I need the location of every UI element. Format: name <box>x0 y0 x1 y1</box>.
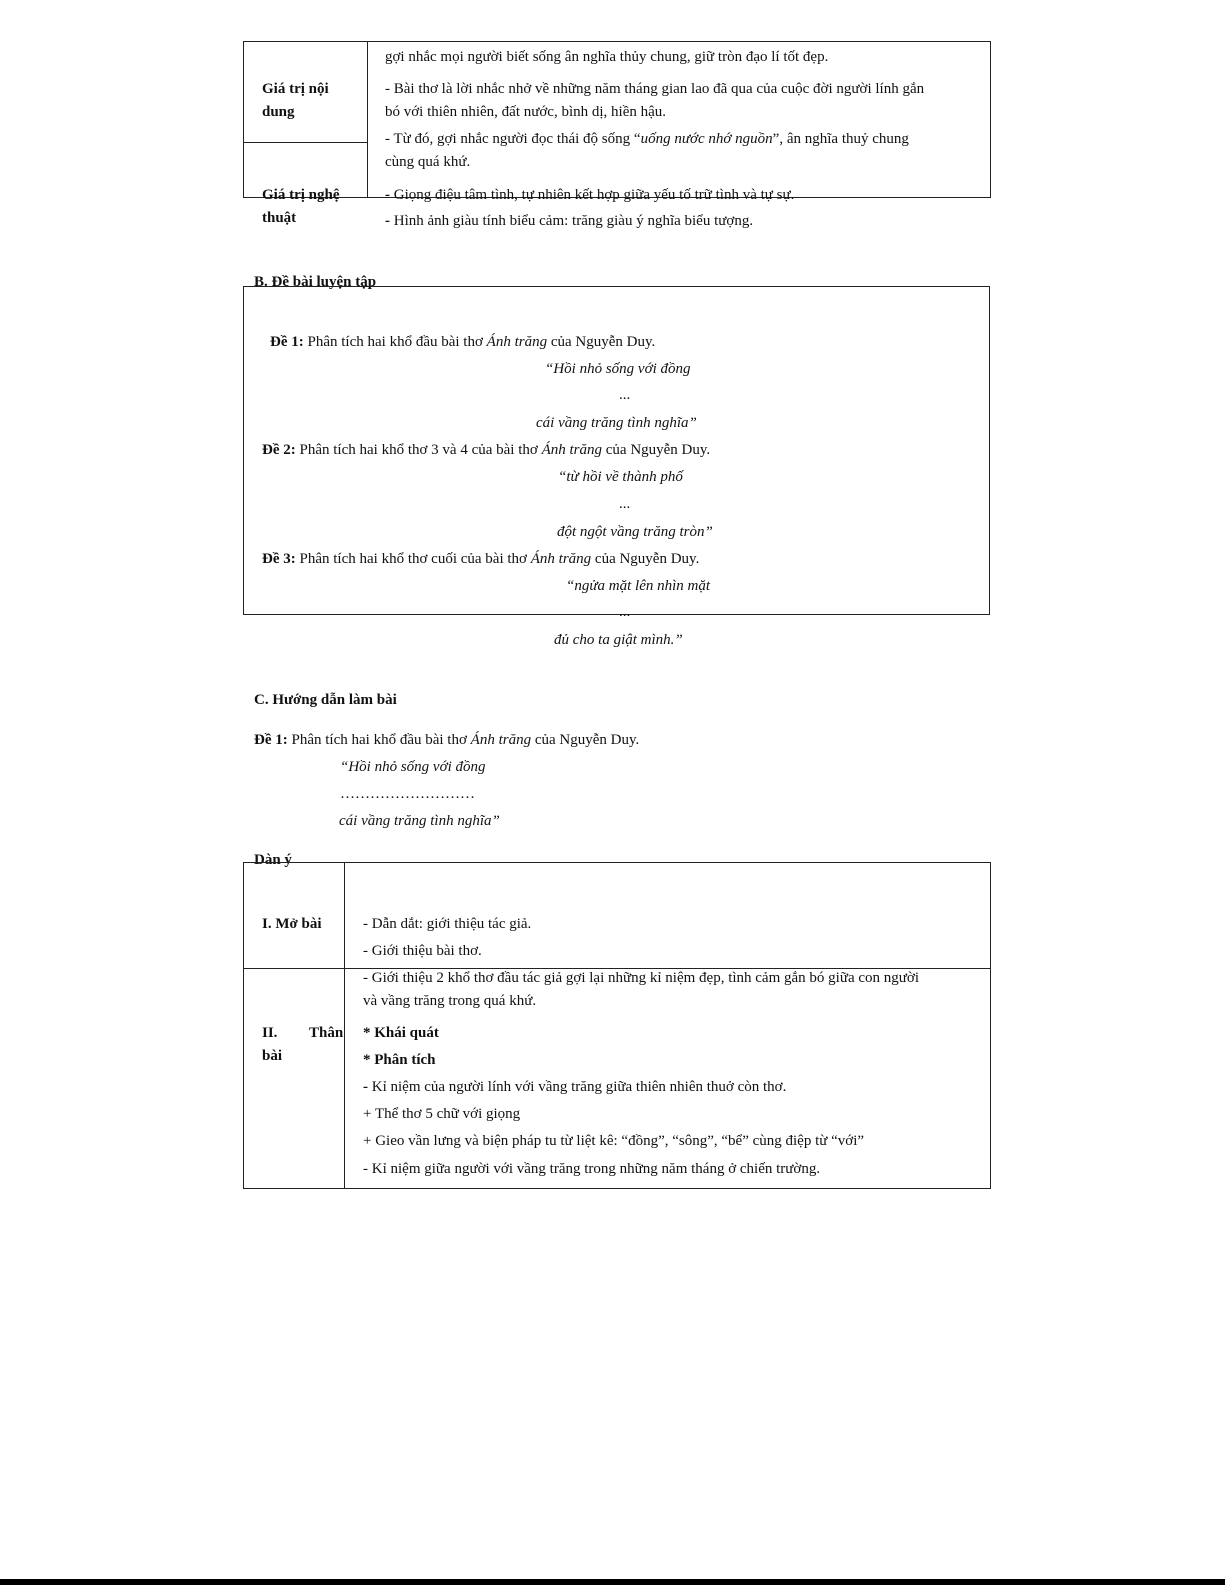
intro-line: - Dẫn dắt: giới thiệu tác giả. <box>363 916 532 932</box>
exercise-label: Đề 1: <box>270 334 304 350</box>
text-run-bold: - <box>363 1079 372 1095</box>
text-run: của Nguyễn Duy. <box>547 334 656 350</box>
outline-table-divider-v <box>344 862 345 1189</box>
section-c-heading: C. Hướng dẫn làm bài <box>254 692 397 708</box>
art-value-line <box>385 212 753 230</box>
exercise-label: Đề 3: <box>262 551 296 567</box>
guide-exercise-1-line <box>254 731 639 749</box>
content-value-line: - Bài thơ là lời nhắc nhở về những năm tháng gian lao đã qua của cuộc đời người lính gắn <box>385 81 925 97</box>
outline-heading: Dàn ý <box>254 852 292 868</box>
body-line: + Gieo vần lưng và biện pháp tu từ liệt kê: “đồng”, “sông”, “bể” cùng điệp từ “với” <box>363 1133 865 1149</box>
intro-line: - Giới thiệu bài thơ. <box>363 943 482 959</box>
art-value-label: Giá trị nghệ <box>262 187 340 203</box>
body-label-3: bài <box>262 1048 283 1064</box>
poem-title: Ánh trăng <box>470 732 532 748</box>
body-label: II. <box>262 1025 278 1041</box>
text-run: Kỉ niệm của người lính với vầng trăng giữa thiên nhiên thuở còn thơ. <box>371 1079 787 1095</box>
content-value-line: gợi nhắc mọi người biết sống ân nghĩa thủy chung, giữ tròn đạo lí tốt đẹp. <box>385 49 829 65</box>
poem-title: Ánh trăng <box>486 334 548 350</box>
exercise-3-quote-end: đủ cho ta giật mình.” <box>554 632 683 648</box>
content-value-line: cùng quá khứ. <box>385 154 471 170</box>
content-value-label: Giá trị nội <box>262 81 329 97</box>
text-run: Hình ảnh giàu tính biểu cảm: trăng giàu ý nghĩa biểu tượng. <box>393 213 754 229</box>
intro-label: I. Mở bài <box>262 916 322 932</box>
text-run-italic: uống nước nhớ nguồn <box>640 131 773 147</box>
text-run: ”, ân nghĩa thuỷ chung <box>772 131 909 147</box>
text-run: - Từ đó, gợi nhắc người đọc thái độ sống “ <box>385 131 641 147</box>
guide-quote: “Hồi nhỏ sống với đồng <box>340 759 486 775</box>
exercise-label: Đề 2: <box>262 442 296 458</box>
text-run: Phân tích hai khổ đầu bài thơ <box>303 334 487 350</box>
body-line-bold: * Phân tích <box>363 1052 436 1068</box>
content-value-line: bó với thiên nhiên, đất nước, bình dị, hiền hậu. <box>385 104 667 120</box>
body-line: + Thể thơ 5 chữ với giọng <box>363 1106 521 1122</box>
body-line: - Giới thiệu 2 khổ thơ đầu tác giả gợi lại những kỉ niệm đẹp, tình cảm gắn bó giữa con người <box>363 970 920 986</box>
body-line: và vầng trăng trong quá khứ. <box>363 993 537 1009</box>
exercise-1-quote-end: cái vầng trăng tình nghĩa” <box>536 415 697 431</box>
exercise-1-ellipsis: ... <box>619 387 631 403</box>
exercise-3-ellipsis: ... <box>619 604 631 620</box>
content-value-line <box>385 130 909 148</box>
page-bottom-bar <box>0 1579 1225 1585</box>
poem-title: Ánh trăng <box>541 442 602 458</box>
exercise-3-line <box>262 550 699 568</box>
exercise-2-quote-end: đột ngột vầng trăng tròn” <box>557 524 713 540</box>
body-line: - Kỉ niệm giữa người với vầng trăng trong những năm tháng ở chiến trường. <box>363 1161 821 1177</box>
guide-ellipsis: ……………………… <box>340 786 475 802</box>
art-value-line <box>385 186 794 204</box>
body-label-2: Thân <box>309 1025 344 1041</box>
text-run: Phân tích hai khổ đầu bài thơ <box>287 732 471 748</box>
section-b-heading: B. Đề bài luyện tập <box>254 274 377 290</box>
body-line-bold: * Khái quát <box>363 1025 439 1041</box>
text-run: Phân tích hai khổ thơ cuối của bài thơ <box>295 551 531 567</box>
exercise-3-quote: “ngửa mặt lên nhìn mặt <box>566 578 711 594</box>
art-value-label-2: thuật <box>262 210 297 226</box>
poem-title: Ánh trăng <box>530 551 592 567</box>
exercise-1-quote: “Hồi nhỏ sống với đồng <box>545 361 691 377</box>
text-run-bold: - <box>385 187 394 203</box>
exercise-1-line <box>270 333 655 351</box>
text-run: của Nguyễn Duy. <box>602 442 711 458</box>
guide-quote-end: cái vầng trăng tình nghĩa” <box>339 813 500 829</box>
text-run: của Nguyễn Duy. <box>591 551 700 567</box>
content-value-label-2: dung <box>262 104 295 120</box>
text-run: Giọng điệu tâm tình, tự nhiên kết hợp giữa yếu tố trữ tình và tự sự. <box>393 187 795 203</box>
exercise-2-line <box>262 441 710 459</box>
values-table-divider-h <box>243 142 367 143</box>
text-run-bold: - <box>385 213 394 229</box>
exercise-label: Đề 1: <box>254 732 288 748</box>
text-run: Phân tích hai khổ thơ 3 và 4 của bài thơ <box>295 442 542 458</box>
exercise-2-ellipsis: ... <box>619 496 631 512</box>
body-line <box>363 1078 786 1096</box>
text-run: của Nguyễn Duy. <box>531 732 640 748</box>
exercise-2-quote: “từ hồi về thành phố <box>558 469 683 485</box>
values-table-divider-v <box>367 41 368 198</box>
